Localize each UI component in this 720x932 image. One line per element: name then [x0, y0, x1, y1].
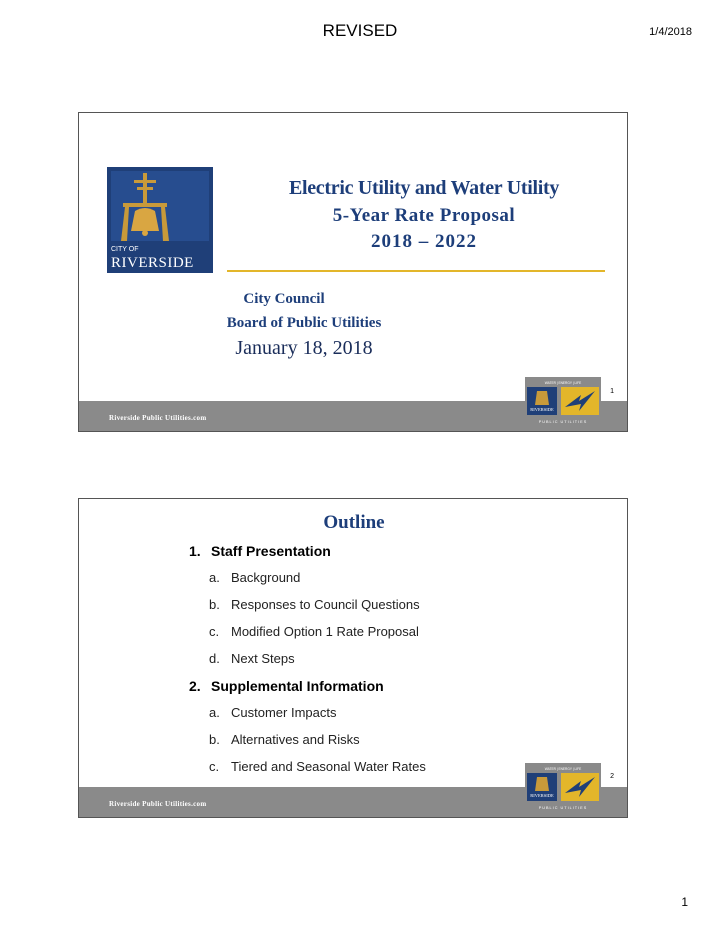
slide1-title-line3: 2018 – 2022 — [371, 231, 477, 252]
slide1-title-line2: 5-Year Rate Proposal — [332, 205, 516, 226]
outline-item: a. Customer Impacts — [209, 705, 337, 720]
slide-number: 1 — [610, 388, 614, 395]
outline-item: b. Responses to Council Questions — [209, 597, 420, 612]
city-logo-bottom-text: RIVERSIDE — [111, 255, 194, 271]
outline-item: c. Modified Option 1 Rate Proposal — [209, 624, 419, 639]
subtitle-date: January 18, 2018 — [235, 337, 373, 359]
slide-number: 2 — [610, 773, 614, 780]
outline-section-1: 1. Staff Presentation — [189, 543, 331, 559]
footer-text: Riverside Public Utilities.com — [109, 800, 207, 808]
rpu-logo-bottom: PUBLIC UTILITIES — [538, 420, 588, 424]
slide-1 — [78, 112, 628, 432]
page-header-title: REVISED — [322, 21, 398, 40]
rpu-logo — [525, 377, 601, 427]
outline-section-2: 2. Supplemental Information — [189, 678, 384, 694]
rpu-logo — [525, 763, 601, 813]
city-logo-top-text: CITY OF — [111, 246, 139, 253]
slide-2 — [78, 498, 628, 818]
outline-item: a. Background — [209, 570, 301, 585]
rpu-logo-tagline: WATER | ENERGY | LIFE — [544, 767, 582, 771]
slide1-title-line1: Electric Utility and Water Utility — [288, 177, 560, 199]
outline-item: c. Tiered and Seasonal Water Rates — [209, 759, 426, 774]
outline-list — [189, 541, 426, 784]
page-header-date: 1/4/2018 — [649, 26, 692, 38]
subtitle-city-council: City Council — [243, 291, 325, 307]
outline-title: Outline — [323, 512, 385, 533]
page-number: 1 — [681, 895, 688, 909]
outline-item: b. Alternatives and Risks — [209, 732, 360, 747]
rpu-logo-tagline: WATER | ENERGY | LIFE — [544, 381, 582, 385]
gold-divider — [227, 270, 605, 272]
subtitle-board: Board of Public Utilities — [226, 315, 382, 331]
outline-item: d. Next Steps — [209, 651, 295, 666]
rpu-logo-name: RIVERSIDE — [530, 793, 554, 798]
rpu-logo-bottom: PUBLIC UTILITIES — [538, 806, 588, 810]
city-of-riverside-logo — [107, 167, 213, 273]
footer-text: Riverside Public Utilities.com — [109, 414, 207, 422]
rpu-logo-name: RIVERSIDE — [530, 407, 554, 412]
